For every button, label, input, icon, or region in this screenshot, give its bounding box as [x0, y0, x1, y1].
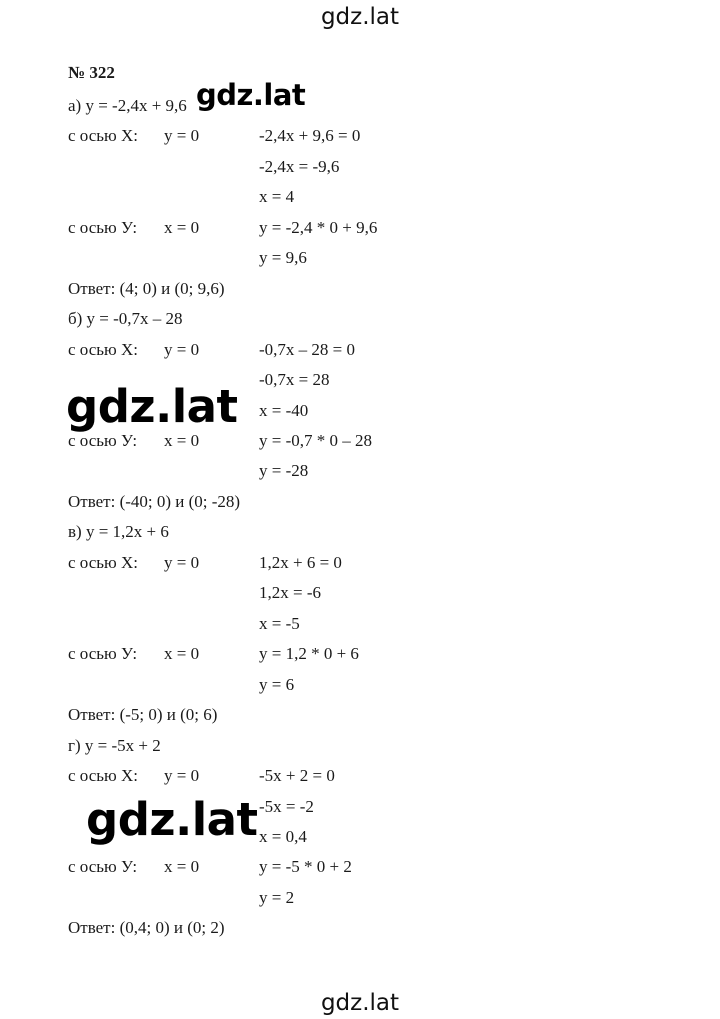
part-b-x-axis-label: с осью Х: [68, 340, 138, 359]
watermark-top: gdz.lat [320, 4, 400, 30]
part-b-x-axis-condition: у = 0 [164, 340, 200, 359]
part-a-equation: а) у = -2,4x + 9,6 [68, 96, 187, 115]
part-d-equation: г) у = -5x + 2 [68, 736, 161, 755]
watermark-overlay-2: gdz.lat [66, 380, 238, 433]
part-c-answer: Ответ: (-5; 0) и (0; 6) [68, 705, 218, 724]
part-d-x-axis-condition: у = 0 [164, 766, 200, 785]
part-b-x-step-2: -0,7x = 28 [259, 370, 330, 389]
part-c-y-axis-condition: x = 0 [164, 644, 200, 663]
part-c-x-axis-label: с осью Х: [68, 553, 138, 572]
part-a-y-axis-label: с осью У: [68, 218, 138, 237]
part-d-y-axis-label: с осью У: [68, 857, 138, 876]
part-d-y-step-2: у = 2 [259, 888, 295, 907]
part-c-equation: в) у = 1,2x + 6 [68, 522, 169, 541]
part-c-y-step-1: у = 1,2 * 0 + 6 [259, 644, 359, 663]
part-c-x-axis-condition: у = 0 [164, 553, 200, 572]
part-d-answer: Ответ: (0,4; 0) и (0; 2) [68, 918, 225, 937]
watermark-bottom: gdz.lat [320, 990, 400, 1016]
part-d-x-step-1: -5x + 2 = 0 [259, 766, 335, 785]
part-b-y-step-1: у = -0,7 * 0 – 28 [259, 431, 372, 450]
part-a-x-axis-label: с осью Х: [68, 126, 138, 145]
part-b-equation: б) у = -0,7x – 28 [68, 309, 183, 328]
part-b-y-axis-condition: x = 0 [164, 431, 200, 450]
problem-number: № 322 [68, 63, 115, 82]
part-c-y-step-2: у = 6 [259, 675, 295, 694]
part-c-x-step-2: 1,2x = -6 [259, 583, 321, 602]
part-c-y-axis-label: с осью У: [68, 644, 138, 663]
part-d-x-step-2: -5x = -2 [259, 797, 314, 816]
watermark-overlay-3: gdz.lat [86, 793, 258, 846]
part-b-x-step-3: x = -40 [259, 401, 309, 420]
part-c-x-step-1: 1,2x + 6 = 0 [259, 553, 342, 572]
part-a-x-step-1: -2,4x + 9,6 = 0 [259, 126, 361, 145]
part-a-answer: Ответ: (4; 0) и (0; 9,6) [68, 279, 225, 298]
part-b-x-step-1: -0,7x – 28 = 0 [259, 340, 355, 359]
part-d-y-axis-condition: x = 0 [164, 857, 200, 876]
part-a-y-axis-condition: x = 0 [164, 218, 200, 237]
part-c-x-step-3: x = -5 [259, 614, 300, 633]
part-a-x-step-3: x = 4 [259, 187, 295, 206]
part-b-y-step-2: у = -28 [259, 461, 309, 480]
part-d-x-axis-label: с осью Х: [68, 766, 138, 785]
part-a-y-step-2: у = 9,6 [259, 248, 307, 267]
part-a-x-axis-condition: у = 0 [164, 126, 200, 145]
part-d-y-step-1: у = -5 * 0 + 2 [259, 857, 352, 876]
part-a-x-step-2: -2,4x = -9,6 [259, 157, 340, 176]
watermark-overlay-1: gdz.lat [196, 78, 306, 112]
part-b-y-axis-label: с осью У: [68, 431, 138, 450]
part-a-y-step-1: у = -2,4 * 0 + 9,6 [259, 218, 378, 237]
part-b-answer: Ответ: (-40; 0) и (0; -28) [68, 492, 241, 511]
part-d-x-step-3: x = 0,4 [259, 827, 307, 846]
